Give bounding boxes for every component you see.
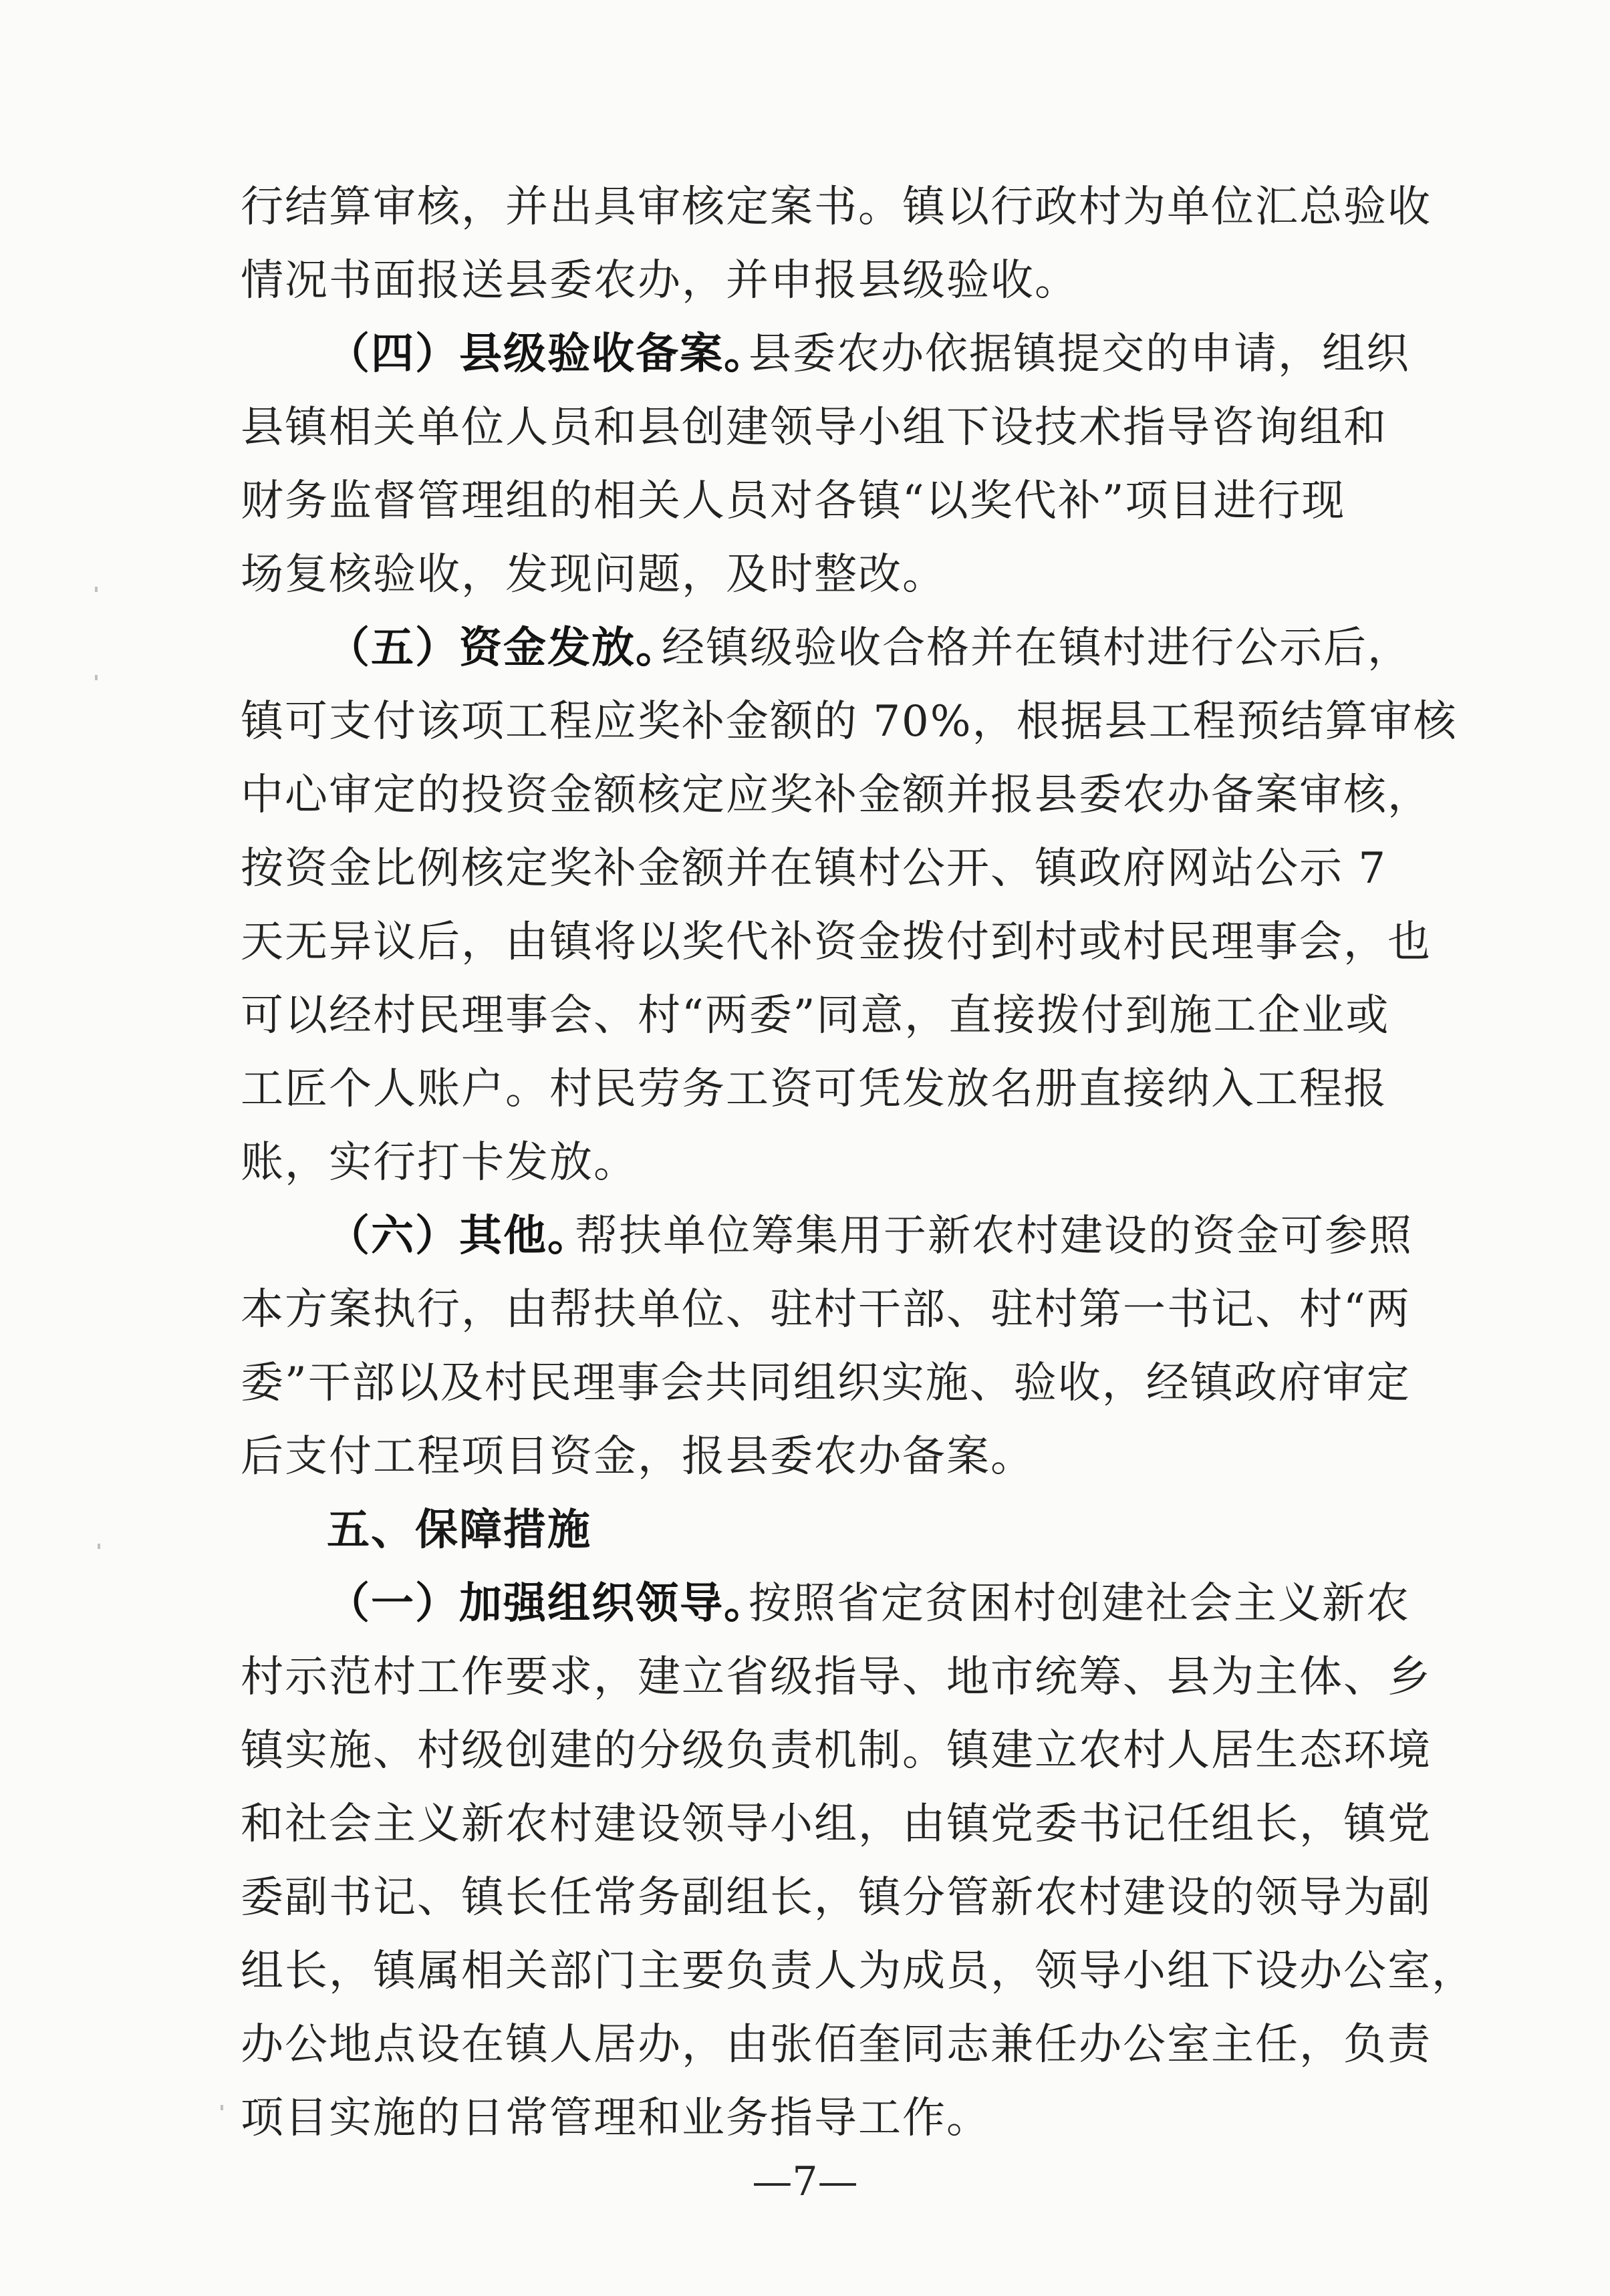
text-line	[0, 979, 1610, 1052]
text-line-content: 和社会主义新农村建设领导小组，由镇党委书记任组长，镇党	[241, 1800, 1432, 1849]
text-line-content: 天无异议后，由镇将以奖代补资金拨付到村或村民理事会，也	[241, 917, 1432, 967]
page-number: —7—	[752, 2158, 858, 2205]
text-line-content: 村示范村工作要求，建立省级指导、地市统筹、县为主体、乡	[241, 1653, 1432, 1702]
text-line-content: 县镇相关单位人员和县创建领导小组下设技术指导咨询组和	[241, 403, 1387, 452]
text-line-content: 中心审定的投资金额核定应奖补金额并报县委农办备案审核，	[241, 770, 1432, 820]
text-line-content: 委副书记、镇长任常务副组长，镇分管新农村建设的领导为副	[241, 1873, 1432, 1922]
text-line	[0, 758, 1610, 832]
text-line	[0, 1126, 1610, 1199]
text-line	[0, 905, 1610, 979]
text-line-content: 办公地点设在镇人居办，由张佰奎同志兼任办公室主任，负责	[241, 2020, 1432, 2069]
section-5-line	[0, 611, 1610, 685]
text-line	[0, 1934, 1610, 2008]
text-line-content: 县委农办依据镇提交的申请，组织	[749, 329, 1410, 379]
text-line	[0, 685, 1610, 758]
section-4-line	[0, 317, 1610, 391]
text-line	[0, 1420, 1610, 1493]
text-line	[0, 1052, 1610, 1126]
text-line	[0, 538, 1610, 611]
text-line	[0, 170, 1610, 244]
text-line-content: 经镇级验收合格并在镇村进行公示后，	[662, 623, 1412, 673]
text-line-content: 镇可支付该项工程应奖补金额的 70%，根据县工程预结算审核	[241, 697, 1458, 746]
text-line	[0, 2082, 1610, 2155]
text-line-content: 委”干部以及村民理事会共同组织实施、验收，经镇政府审定	[241, 1358, 1411, 1408]
text-line	[0, 1714, 1610, 1787]
text-line	[0, 1273, 1610, 1346]
text-line-content: 工匠个人账户。村民劳务工资可凭发放名册直接纳入工程报	[241, 1064, 1387, 1114]
text-line-content: 帮扶单位筹集用于新农村建设的资金可参照	[575, 1211, 1413, 1261]
section-heading-line	[0, 1493, 1610, 1567]
text-line-content: 行结算审核，并出具审核定案书。镇以行政村为单位汇总验收	[241, 182, 1432, 232]
scan-speck	[95, 675, 98, 680]
scan-speck	[221, 2105, 223, 2110]
text-line-content: 按照省定贫困村创建社会主义新农	[749, 1579, 1410, 1628]
text-line-content: 按资金比例核定奖补金额并在镇村公开、镇政府网站公示 7	[241, 844, 1387, 893]
text-line-content: 后支付工程项目资金，报县委农办备案。	[241, 1432, 1035, 1481]
text-line-content: 项目实施的日常管理和业务指导工作。	[241, 2094, 990, 2143]
text-line-content: 镇实施、村级创建的分级负责机制。镇建立农村人居生态环境	[241, 1726, 1432, 1775]
scan-speck	[98, 1544, 100, 1549]
text-line	[0, 244, 1610, 317]
text-line-content: 财务监督管理组的相关人员对各镇“以奖代补”项目进行现	[241, 476, 1346, 526]
text-line	[0, 391, 1610, 464]
text-line	[0, 832, 1610, 905]
text-line	[0, 1640, 1610, 1714]
text-line-content: 本方案执行，由帮扶单位、驻村干部、驻村第一书记、村“两	[241, 1285, 1411, 1334]
section-6-heading: （六）其他。	[327, 1211, 591, 1261]
subsection-1-line	[0, 1567, 1610, 1640]
text-line-content: 可以经村民理事会、村“两委”同意，直接拨付到施工企业或	[241, 991, 1390, 1040]
text-line	[0, 464, 1610, 538]
section-heading: 五、保障措施	[327, 1505, 591, 1555]
text-line-content: 情况书面报送县委农办，并申报县级验收。	[241, 256, 1079, 305]
text-line-content: 组长，镇属相关部门主要负责人为成员，领导小组下设办公室，	[241, 1947, 1476, 1996]
scan-speck	[95, 587, 98, 592]
subsection-1-heading: （一）加强组织领导。	[327, 1578, 768, 1628]
section-5-heading: （五）资金发放。	[327, 623, 680, 673]
text-line	[0, 1346, 1610, 1420]
text-line-content: 账，实行打卡发放。	[241, 1138, 638, 1187]
text-line	[0, 1787, 1610, 1861]
text-line	[0, 1861, 1610, 1934]
section-6-line	[0, 1199, 1610, 1273]
text-line-content: 场复核验收，发现问题，及时整改。	[241, 550, 946, 599]
section-4-heading: （四）县级验收备案。	[327, 329, 768, 379]
text-line	[0, 2008, 1610, 2082]
